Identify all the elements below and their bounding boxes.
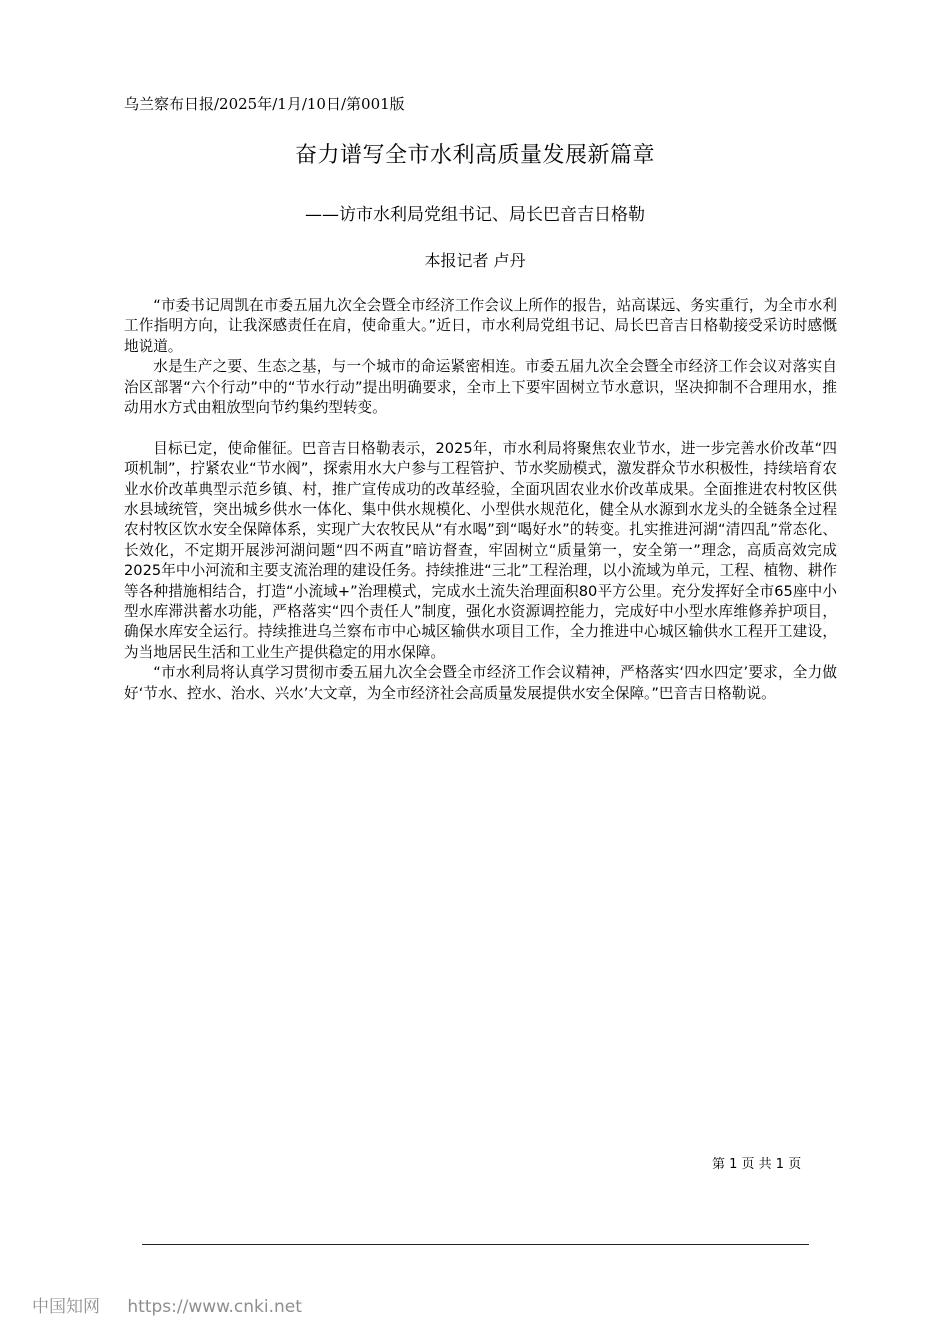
article-paragraph: “市委书记周凯在市委五届九次全会暨全市经济工作会议上所作的报告，站高谋远、务实重行，为全市水利工作指明方向，让我深感责任在肩，使命重大。”近日，市水利局党组书记、局长巴音吉日格勒接受采访时感慨地说道。 [124, 297, 837, 355]
cnki-watermark [32, 1292, 302, 1317]
article-body [124, 296, 837, 704]
newspaper-source-line: 乌兰察布日报/2025年/1月/10日/第001版 [124, 95, 405, 113]
page-number: 第 1 页 共 1 页 [712, 1157, 802, 1172]
footer-divider [142, 1244, 809, 1245]
article-title: 奋力谱写全市水利高质量发展新篇章 [294, 143, 655, 168]
article-subtitle: ——访市水利局党组书记、局长巴音吉日格勒 [305, 205, 645, 225]
watermark-brand: 中国知网 [32, 1297, 100, 1317]
article-paragraph: 水是生产之要、生态之基，与一个城市的命运紧密相连。市委五届九次全会暨全市经济工作会议对落实自治区部署“六个行动”中的“节水行动”提出明确要求，全市上下要牢固树立节水意识，坚决抑制不合理用水，推动用水方式由粗放型向节约集约型转变。 [124, 358, 837, 417]
article-paragraph: “市水利局将认真学习贯彻市委五届九次全会暨全市经济工作会议精神，严格落实‘四水四定’要求，全力做好‘节水、控水、治水、兴水’大文章，为全市经济社会高质量发展提供水安全保障。”巴音吉日格勒说。 [124, 664, 837, 702]
article-byline: 本报记者 卢丹 [424, 251, 526, 270]
article-paragraph: 目标已定，使命催征。巴音吉日格勒表示，2025年，市水利局将聚焦农业节水，进一步完善水价改革“四项机制”，拧紧农业“节水阀”，探索用水大户参与工程管护、节水奖励模式，激发群众节水积极性，持续培育农业水价改革典型示范乡镇、村，推广宣传成功的改革经验，全面巩固农业水价改革成果。全面推进农村牧区供水县域统管，突出城乡供水一体化、集中供水规模化、小型供水规范化，健全从水源到水龙头的全链条全过程农村牧区饮水安全保障体系，实现广大农牧民从“有水喝”到“喝好水”的转变。扎实推进河湖“清四乱”常态化、长效化，不定期开展涉河湖问题“四不两直”暗访督查，牢固树立“质量第一，安全第一”理念，高质高效完成2025年中小河流和主要支流治理的建设任务。持续推进“三北”工程治理，以小流域为单元，工程、植物、耕作等各种措施相结合，打造“小流域+”治理模式，完成水土流失治理面积80平方公里。充分发挥好全市65座中小型水库滞洪蓄水功能，严格落实“四个责任人”制度，强化水资源调控能力，完成好中小型水库维修养护项目，确保水库安全运行。持续推进乌兰察布市中心城区输供水项目工作，全力推进中心城区输供水工程开工建设，为当地居民生活和工业生产提供稳定的用水保障。 [124, 439, 837, 661]
watermark-url: https://www.cnki.net [127, 1297, 302, 1317]
